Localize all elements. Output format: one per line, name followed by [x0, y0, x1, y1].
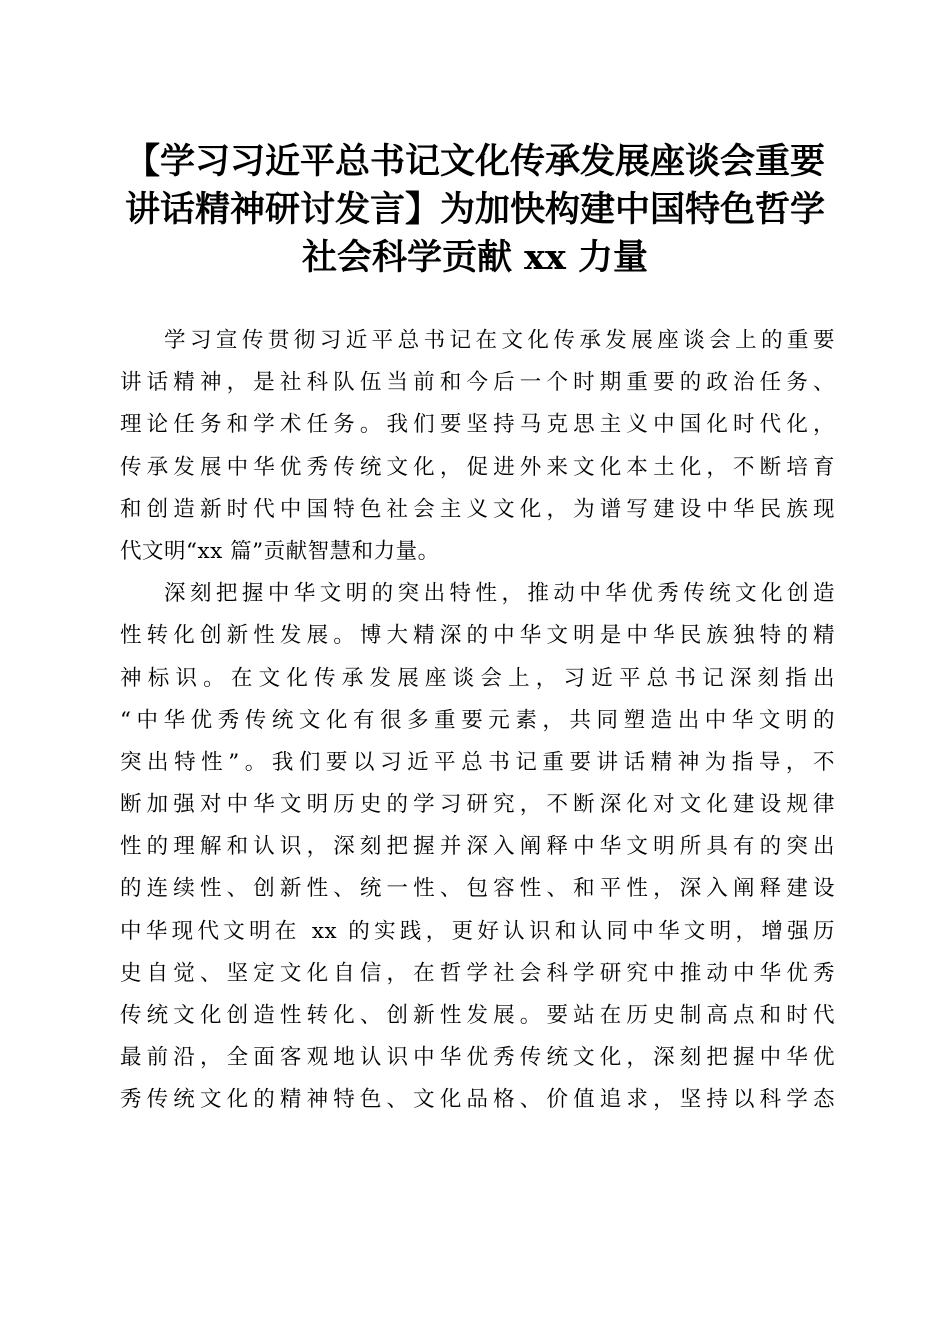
- text-line: 突出特性”。我们要以习近平总书记重要讲话精神为指导，不: [120, 749, 835, 775]
- text-line: 中华现代文明在 xx 的实践，更好认识和认同中华文明，增强历: [120, 918, 835, 944]
- text-line: 神标识。在文化传承发展座谈会上，习近平总书记深刻指出: [120, 665, 835, 691]
- document-title: [110, 138, 840, 282]
- paragraph-2: [120, 573, 835, 1121]
- text-line: 传统文化创造性转化、创新性发展。要站在历史制高点和时代: [120, 1003, 835, 1028]
- text-line: 传承发展中华优秀传统文化，促进外来文化本土化，不断培育: [120, 454, 835, 480]
- document-body: [120, 320, 835, 1122]
- title-line: 讲话精神研讨发言】为加快构建中国特色哲学: [124, 189, 825, 230]
- text-line: 理论任务和学术任务。我们要坚持马克思主义中国化时代化，: [120, 412, 835, 438]
- text-line: 学习宣传贯彻习近平总书记在文化传承发展座谈会上的重要: [164, 328, 835, 353]
- text-line: 的连续性、创新性、统一性、包容性、和平性，深入阐释建设: [120, 876, 835, 902]
- text-line: 代文明“xx 篇”贡献智慧和力量。: [120, 538, 440, 564]
- text-line: 断加强对中华文明历史的学习研究，不断深化对文化建设规律: [120, 792, 835, 818]
- title-line: 社会科学贡献 xx 力量: [301, 237, 649, 278]
- text-line: 深刻把握中华文明的突出特性，推动中华优秀传统文化创造: [164, 581, 835, 607]
- text-line: 和创造新时代中国特色社会主义文化，为谱写建设中华民族现: [120, 496, 835, 522]
- text-line: 秀传统文化的精神特色、文化品格、价值追求，坚持以科学态: [120, 1087, 835, 1113]
- text-line: “中华优秀传统文化有很多重要元素，共同塑造出中华文明的: [120, 707, 835, 733]
- text-line: 史自觉、坚定文化自信，在哲学社会科学研究中推动中华优秀: [120, 960, 835, 986]
- paragraph-1: [120, 320, 835, 573]
- title-line: 【学习习近平总书记文化传承发展座谈会重要: [124, 141, 825, 182]
- text-line: 讲话精神，是社科队伍当前和今后一个时期重要的政治任务、: [120, 370, 835, 396]
- text-line: 最前沿，全面客观地认识中华优秀传统文化，深刻把握中华优: [120, 1045, 835, 1071]
- text-line: 性的理解和认识，深刻把握并深入阐释中华文明所具有的突出: [120, 834, 835, 860]
- text-line: 性转化创新性发展。博大精深的中华文明是中华民族独特的精: [120, 623, 835, 649]
